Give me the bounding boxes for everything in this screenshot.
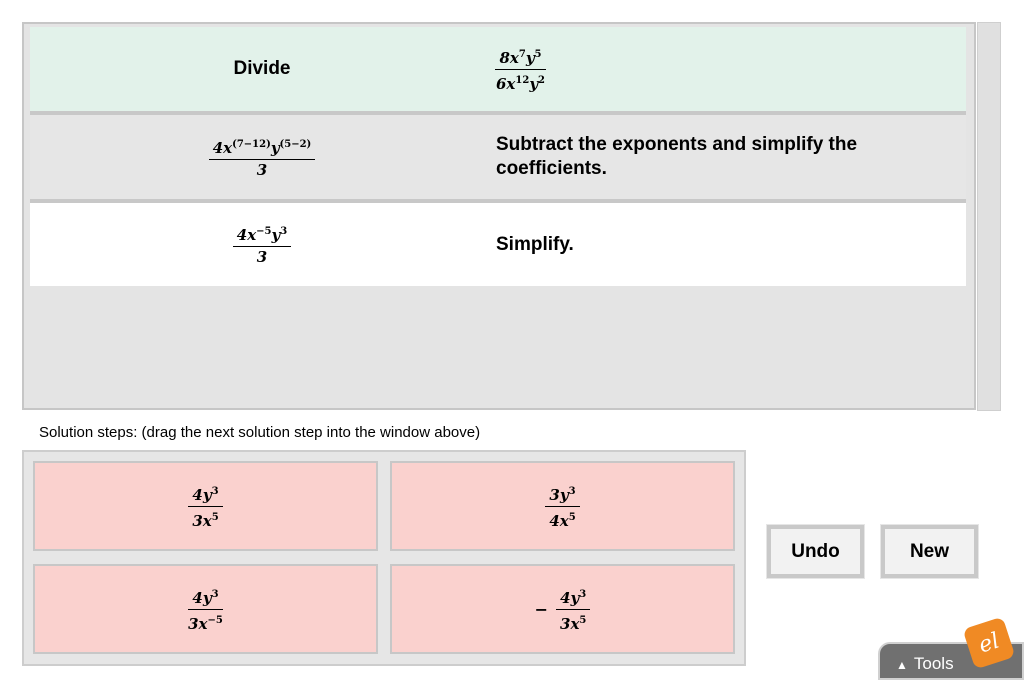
solution-option-3[interactable]: $\frac{4y^3}{3x^{-5}}$ — [33, 564, 378, 654]
solution-work-area[interactable] — [22, 22, 976, 410]
solution-steps-tray — [22, 450, 746, 666]
explorelearning-logo: el — [963, 617, 1016, 670]
instructions-text: Solution steps: (drag the next solution step into the window above) — [39, 424, 481, 441]
negative-sign: − — [534, 599, 549, 619]
solution-option-4[interactable]: − $\frac{4y^3}{3x^5}$ — [390, 564, 735, 654]
undo-button[interactable]: Undo — [767, 525, 864, 578]
step-explanation: Simplify. — [496, 233, 574, 255]
tools-label: Tools — [913, 654, 954, 673]
step-explanation: Subtract the exponents and simplify the coefficients. — [496, 134, 858, 179]
step-expression: $\frac{4x^{(7-12)}y^{(5-2)}}{3}$ — [209, 135, 316, 180]
work-row-2 — [30, 113, 966, 201]
new-button[interactable]: New — [881, 525, 978, 578]
solution-option-1[interactable]: $\frac{4y^3}{3x^5}$ — [33, 461, 378, 551]
step-action-label: Divide — [233, 58, 291, 79]
work-area-scrollbar[interactable] — [977, 22, 1001, 411]
triangle-up-icon: ▲ — [896, 658, 908, 672]
problem-expression: $\frac{8x^7y^5}{6x^{12}y^2}$ — [492, 45, 549, 94]
work-row-1 — [30, 27, 966, 113]
step-expression: $\frac{4x^{-5}y^3}{3}$ — [233, 222, 291, 267]
solution-option-2[interactable]: $\frac{3y^3}{4x^5}$ — [390, 461, 735, 551]
work-row-3 — [30, 201, 966, 286]
